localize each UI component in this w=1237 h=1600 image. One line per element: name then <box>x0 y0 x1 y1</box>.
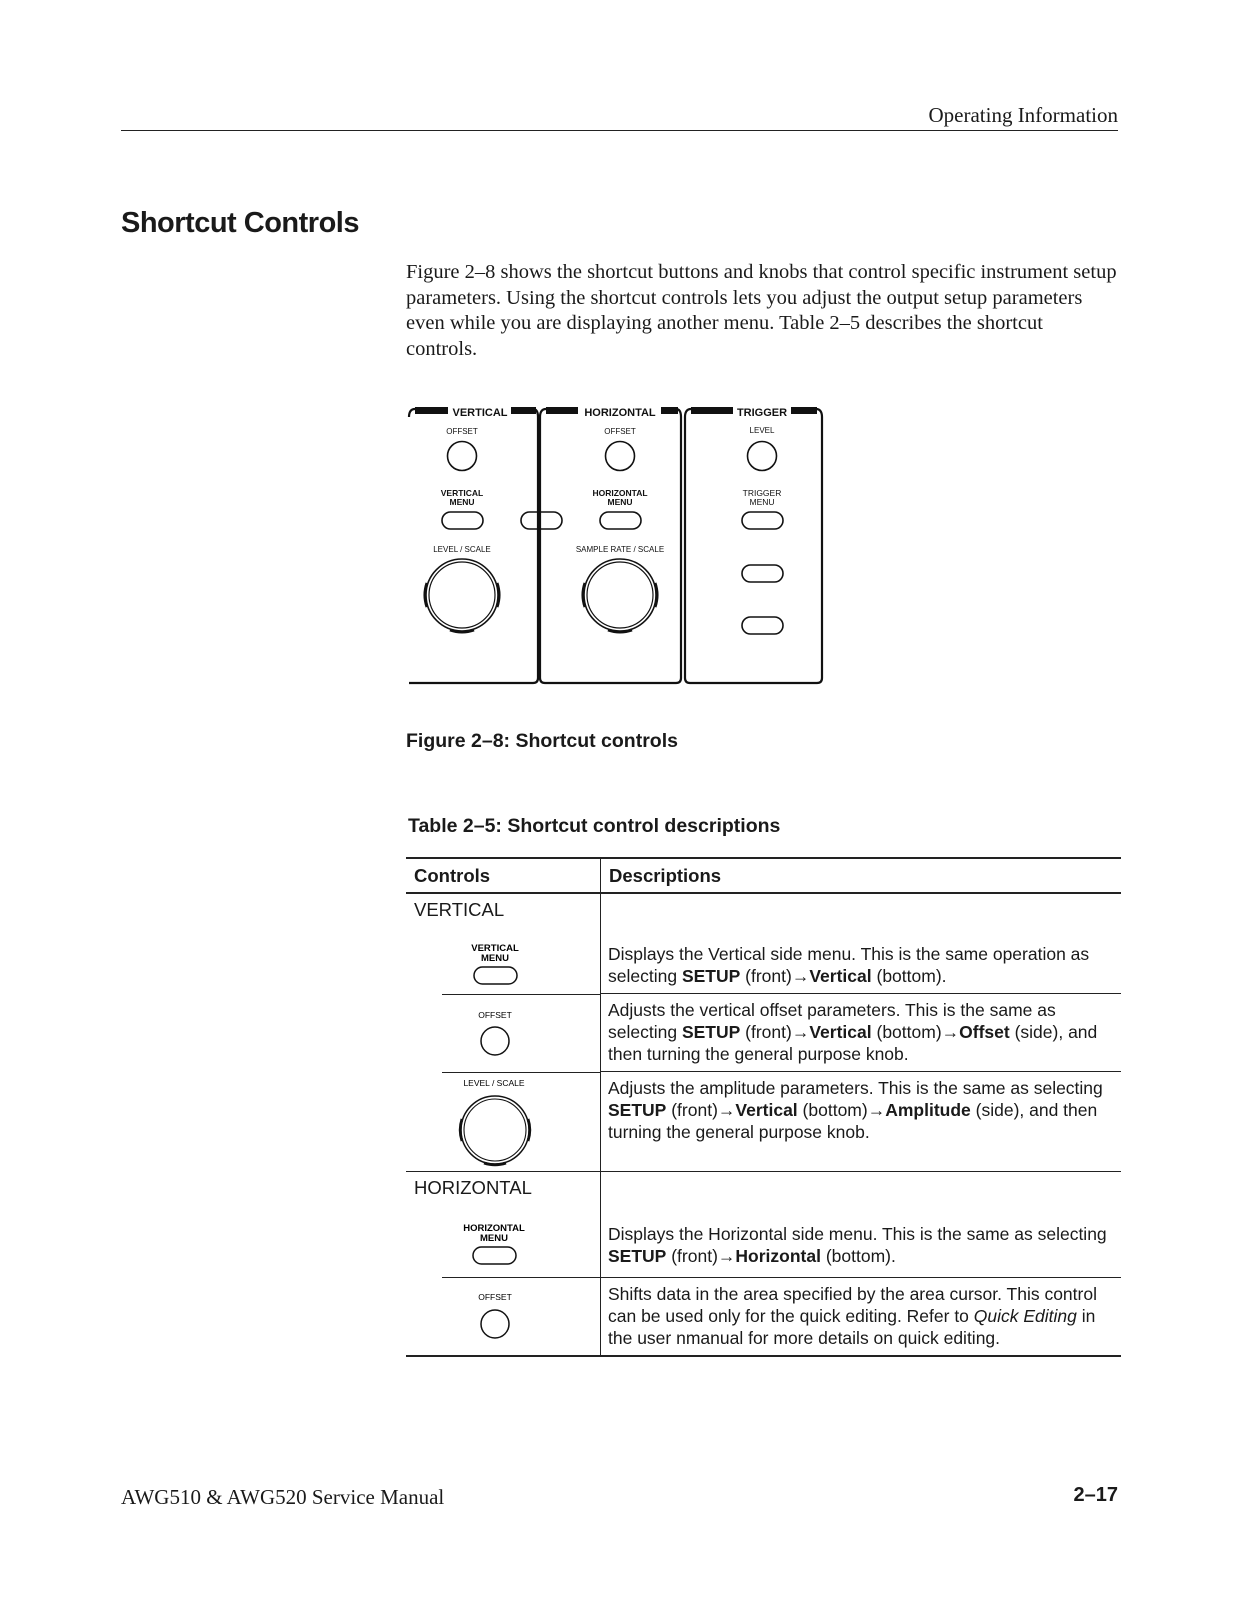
horizontal-offset-mini-knob <box>481 1310 509 1338</box>
horizontal-menu-control <box>406 1207 601 1277</box>
horizontal-offset-knob <box>606 442 635 471</box>
level-scale-mini-label: LEVEL / SCALE <box>463 1077 525 1088</box>
vertical-offset-control <box>406 994 601 1072</box>
horizontal-knob-label: SAMPLE RATE / SCALE <box>575 545 665 554</box>
blank-center-button <box>521 512 562 529</box>
vertical-offset-knob <box>448 442 477 471</box>
shortcut-controls-figure <box>405 403 825 689</box>
horizontal-offset-label: OFFSET <box>604 427 636 436</box>
table-caption: Table 2–5: Shortcut control descriptions <box>408 815 781 837</box>
vertical-menu-mini-label-line2: MENU <box>481 953 509 964</box>
trigger-level-knob <box>748 442 777 471</box>
level-scale-control <box>406 1072 601 1172</box>
vertical-offset-mini-label: OFFSET <box>478 1009 512 1020</box>
figure-caption: Figure 2–8: Shortcut controls <box>406 730 678 752</box>
vertical-menu-control <box>406 929 601 994</box>
trigger-menu-button <box>742 512 783 529</box>
vertical-menu-mini-button <box>474 967 517 984</box>
footer-page-number: 2–17 <box>1073 1484 1118 1506</box>
controls-header: Controls <box>406 858 601 893</box>
horizontal-menu-mini-label-line1: HORIZONTAL <box>463 1223 525 1234</box>
vertical-offset-label: OFFSET <box>446 427 478 436</box>
vertical-menu-mini-label-line1: VERTICAL <box>471 943 519 954</box>
vertical-offset-description: Adjusts the vertical offset parameters. This is the same as selecting SETUP (front)→Vertical (bottom)→Offset (side), and then turning the general purpose knob. <box>601 994 1122 1072</box>
header-rule <box>121 130 1118 131</box>
footer-manual-title: AWG510 & AWG520 Service Manual <box>121 1485 445 1509</box>
horizontal-offset-control <box>406 1277 601 1356</box>
horizontal-offset-mini-label: OFFSET <box>478 1292 512 1302</box>
horizontal-menu-label-line2: MENU <box>607 497 633 507</box>
vertical-offset-mini-knob <box>481 1027 509 1055</box>
vertical-menu-button <box>442 512 483 529</box>
horizontal-menu-mini-label-line2: MENU <box>480 1233 508 1244</box>
trigger-level-label: LEVEL <box>749 426 775 435</box>
horizontal-menu-description: Displays the Horizontal side menu. This is the same as selecting SETUP (front)→Horizontal (bottom). <box>601 1207 1122 1277</box>
running-header: Operating Information <box>928 103 1118 127</box>
trigger-menu-label-line1: TRIGGER <box>742 488 782 498</box>
horizontal-menu-button <box>600 512 641 529</box>
horizontal-group-label: HORIZONTAL <box>414 1177 532 1198</box>
horizontal-offset-description: Shifts data in the area specified by the area cursor. This control can be used only for the quick editing. Refer to Quick Editing in the user nmanual for more details on quick editing. <box>601 1277 1122 1356</box>
vertical-group-label: VERTICAL <box>414 899 505 920</box>
horizontal-menu-label-line1: HORIZONTAL <box>592 488 648 498</box>
vertical-menu-label-line2: MENU <box>449 497 475 507</box>
vertical-knob-label: LEVEL / SCALE <box>433 545 491 554</box>
horizontal-menu-mini-button <box>473 1247 516 1264</box>
descriptions-header: Descriptions <box>601 858 1122 893</box>
trigger-menu-label-line2: MENU <box>749 497 775 507</box>
vertical-menu-label-line1: VERTICAL <box>440 488 484 498</box>
section-title: Shortcut Controls <box>121 207 359 239</box>
trigger-button-3 <box>742 617 783 634</box>
trigger-button-2 <box>742 565 783 582</box>
trigger-panel-title: TRIGGER <box>736 407 788 419</box>
vertical-menu-description: Displays the Vertical side menu. This is the same operation as selecting SETUP (front)→Vertical (bottom). <box>601 929 1122 994</box>
sample-rate-scale-knob <box>583 559 657 632</box>
level-scale-knob <box>425 559 499 632</box>
level-scale-description: Adjusts the amplitude parameters. This is the same as selecting SETUP (front)→Vertical (bottom)→Amplitude (side), and then turning the general purpose knob. <box>601 1072 1122 1172</box>
horizontal-panel-title: HORIZONTAL <box>584 407 656 419</box>
vertical-panel-title: VERTICAL <box>452 407 508 419</box>
shortcut-descriptions-table <box>406 857 1121 1357</box>
intro-paragraph: Figure 2–8 shows the shortcut buttons and knobs that control specific instrument setup parameters. Using the shortcut controls lets you adjust the output setup parameters even while you are displaying another menu. Table 2–5 describes the shortcut controls. <box>406 261 1117 360</box>
